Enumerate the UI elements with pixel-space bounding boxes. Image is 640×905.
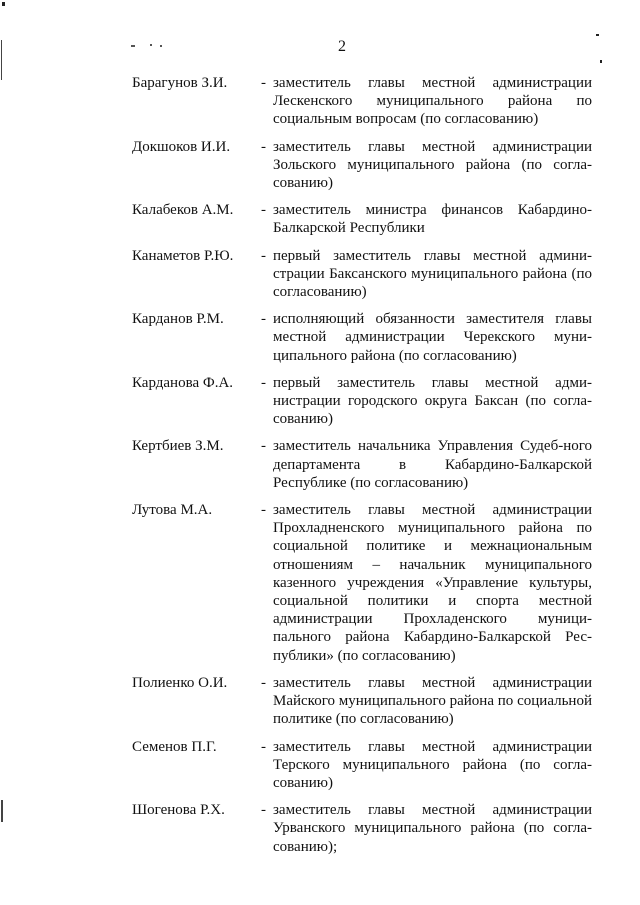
list-item bbox=[132, 501, 592, 665]
member-name: Барагунов З.И. bbox=[132, 75, 228, 91]
scan-dot-right-1 bbox=[596, 34, 599, 36]
member-name: Кертбиев З.М. bbox=[132, 438, 224, 455]
member-name: Докшоков И.И. bbox=[132, 138, 231, 155]
member-name: Полиенко О.И. bbox=[132, 674, 228, 691]
member-position: заместитель главы местной администрации Прохладненского муниципального района по социальной политике и межнациональным отношениям – начальник муниципального казенного учреждения «Управление культуры, социальной политики и спорта местной администрации Прохладенского муници-пального района Кабардино-Балкарской Рес-публики» (по согласованию) bbox=[273, 502, 592, 664]
member-name: Калабеков А.М. bbox=[132, 202, 234, 219]
dash: - bbox=[261, 502, 266, 519]
dash: - bbox=[261, 674, 266, 691]
dash: - bbox=[261, 802, 266, 819]
dash: - bbox=[261, 247, 266, 264]
list-item bbox=[132, 310, 592, 365]
member-position: первый заместитель главы местной админи-страции Баксанского муниципального района (по согласованию) bbox=[273, 247, 592, 301]
member-position: заместитель главы местной администрации Урванского муниципального района (по согла-сованию); bbox=[273, 802, 592, 855]
list-item bbox=[132, 201, 592, 237]
dash: - bbox=[261, 438, 266, 455]
dash: - bbox=[261, 311, 266, 328]
member-name: Карданова Ф.А. bbox=[132, 374, 234, 391]
member-position: заместитель начальника Управления Судеб-ного департамента в Кабардино-Балкарской Республике (по согласованию) bbox=[273, 438, 592, 491]
dash: - bbox=[261, 374, 266, 391]
dash: - bbox=[261, 75, 266, 91]
member-name: Канаметов Р.Ю. bbox=[132, 247, 234, 264]
member-position: заместитель главы местной администрации Зольского муниципального района (по согла-сованию) bbox=[273, 138, 592, 192]
dash: - bbox=[261, 738, 266, 755]
dash: - bbox=[261, 202, 266, 219]
list-item bbox=[132, 738, 592, 793]
list-item bbox=[132, 437, 592, 492]
member-position: исполняющий обязанности заместителя главы местной администрации Черекского муни-ципального района (по согласованию) bbox=[273, 311, 592, 364]
scan-mark-left-top bbox=[2, 2, 5, 6]
member-name: Шогенова Р.Х. bbox=[132, 802, 225, 819]
scan-mark-left-edge-lower bbox=[1, 800, 3, 822]
dash: - bbox=[261, 138, 266, 155]
member-position: первый заместитель главы местной адми-нистрации городского округа Баксан (по согла-сованию) bbox=[273, 374, 592, 428]
commission-member-list bbox=[132, 74, 592, 865]
list-item bbox=[132, 374, 592, 429]
list-item bbox=[132, 801, 592, 856]
list-item bbox=[132, 138, 592, 193]
member-name: Карданов Р.М. bbox=[132, 311, 224, 328]
page-number: 2 bbox=[338, 38, 346, 55]
member-name: Лутова М.А. bbox=[132, 502, 213, 519]
scan-dot-right-2 bbox=[600, 60, 602, 63]
member-position: заместитель главы местной администрации Майского муниципального района по социальной политике (по согласованию) bbox=[273, 674, 592, 728]
list-item bbox=[132, 674, 592, 729]
list-item bbox=[132, 74, 592, 129]
member-position: заместитель главы местной администрации Терского муниципального района (по согла-сованию) bbox=[273, 738, 592, 791]
member-position: заместитель главы местной администрации Лескенского муниципального района по социальным вопросам (по согласованию) bbox=[273, 75, 592, 128]
list-item bbox=[132, 247, 592, 302]
member-name: Семенов П.Г. bbox=[132, 738, 217, 755]
member-position: заместитель министра финансов Кабардино-Балкарской Республики bbox=[273, 202, 592, 237]
